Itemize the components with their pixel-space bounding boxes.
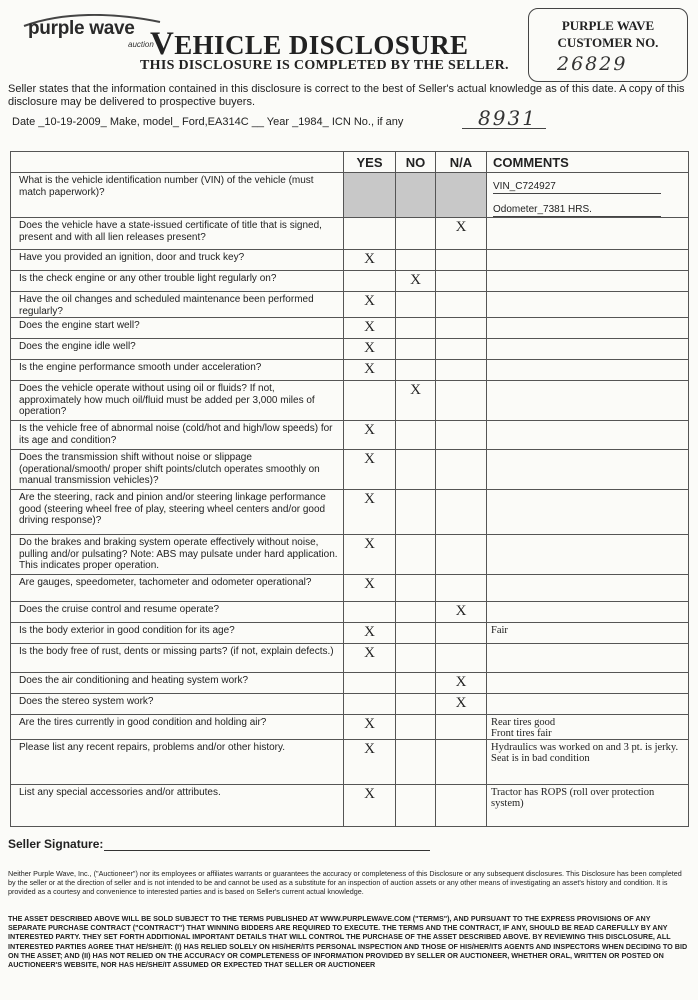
question-text: Are gauges, speedometer, tachometer and odometer operational? [11,575,344,602]
comment-cell[interactable] [487,339,689,360]
comment-text: Hydraulics was worked on and 3 pt. is jerky. [491,742,679,753]
table-row [11,292,689,318]
comment-cell[interactable] [487,575,689,602]
answer-yes-cell[interactable]: X [344,740,396,785]
answer-na-cell[interactable] [436,715,487,740]
comment-cell[interactable] [487,292,689,318]
question-text: Does the vehicle have a state-issued certificate of title that is signed, present and with all lien releases present? [11,218,344,250]
question-text: Are the steering, rack and pinion and/or steering linkage performance good (steering wheel free of play, steering wheel centers and/or good driving response)? [11,490,344,535]
comment-text: Tractor has ROPS (roll over protection system) [491,787,655,809]
terms-text: THE ASSET DESCRIBED ABOVE WILL BE SOLD SUBJECT TO THE TERMS PUBLISHED AT WWW.PURPLEWAVE.COM ("TERMS"), AND PURSUANT TO THE EXPRESS PROVISIONS OF ANY SEPARATE PURCHASE CONTRACT ("CONTRACT") THAT WINNING BIDDERS ARE REQUIRED TO EXECUTE. THE TERMS AND THE CONTRACT, IF ANY, SHOULD BE READ CAREFULLY BY ANY INTERESTED PARTY. THEY SET FORTH ADDITIONAL IMPORTANT DETAILS THAT WILL CONTROL THE PURCHASE OF THE ASSET DESCRIBED ABOVE. BY REVIEWING THIS DISCLOSURE, ALL INTERESTED PARTIES AGREE THAT HE/SHE/IT: (I) HAS RELIED SOLELY ON HIS/HER/ITS PERSONAL INSPECTION AND THOSE OF HIS/HER/ITS AGENTS AND INSPECTORS WHEN DECIDING TO BID ON THE ASSET; AND (II) HAS NOT RELIED ON THE ACCURACY OR COMPLETENESS OF INFORMATION PROVIDED BY SELLER OR AUCTIONEER, WHETHER ORAL, WRITTEN OR POSTED ON AUCTIONEER'S WEBSITE, NOR HAS HE/SHE/IT ASSUMED OR EXPECTED THAT SELLER OR AUCTIONEER [8,914,688,970]
comment-cell[interactable] [487,271,689,292]
answer-yes-cell[interactable] [344,694,396,715]
question-text: Have the oil changes and scheduled maintenance been performed regularly? [11,292,344,318]
comment-cell[interactable] [487,381,689,421]
answer-na-cell[interactable] [436,623,487,644]
page-subtitle: THIS DISCLOSURE IS COMPLETED BY THE SELLER. [140,58,509,73]
table-row [11,575,689,602]
answer-yes-cell[interactable] [344,218,396,250]
header-na: N/A [436,152,487,173]
answer-yes-cell[interactable]: X [344,715,396,740]
table-row [11,673,689,694]
table-row [11,450,689,490]
answer-yes-cell[interactable]: X [344,450,396,490]
answer-no-cell[interactable] [396,490,436,535]
answer-na-cell[interactable]: X [436,218,487,250]
table-row [11,694,689,715]
table-row [11,602,689,623]
answer-no-cell[interactable] [396,785,436,827]
answer-no-cell[interactable] [396,715,436,740]
comment-cell[interactable] [487,250,689,271]
comment-cell[interactable] [487,602,689,623]
answer-yes-cell[interactable] [344,673,396,694]
comment-text-2: Seat is in bad condition [491,753,590,764]
answer-no-cell[interactable] [396,450,436,490]
header-yes: YES [344,152,396,173]
answer-na-cell[interactable]: X [436,673,487,694]
icn-underline [462,128,546,129]
answer-yes-cell[interactable] [344,602,396,623]
question-text: Is the body free of rust, dents or missing parts? (if not, explain defects.) [11,644,344,673]
comment-cell[interactable] [487,694,689,715]
answer-na-cell[interactable] [436,740,487,785]
answer-na-cell[interactable] [436,360,487,381]
question-text: Does the engine idle well? [11,339,344,360]
answer-no-cell[interactable] [396,250,436,271]
answer-yes-cell[interactable]: X [344,785,396,827]
answer-no-cell[interactable] [396,421,436,450]
question-text: Is the vehicle free of abnormal noise (cold/hot and high/low speeds) for its age and condition? [11,421,344,450]
answer-na-cell[interactable] [436,421,487,450]
customer-number-box [528,8,688,82]
seller-signature-label: Seller Signature: [8,837,104,851]
answer-yes-cell[interactable]: X [344,250,396,271]
comment-cell[interactable] [487,715,689,740]
answer-yes-cell[interactable]: X [344,360,396,381]
answer-no-cell[interactable] [396,173,436,218]
vin-value: VIN_C724927 [493,181,661,194]
answer-na-cell[interactable] [436,450,487,490]
answer-yes-cell[interactable] [344,173,396,218]
answer-yes-cell[interactable]: X [344,644,396,673]
answer-na-cell[interactable] [436,292,487,318]
table-row [11,490,689,535]
question-text: Does the transmission shift without noise or slippage (operational/smooth/ proper shift points/clutch operates smoothly on manual transmission vehicles)? [11,450,344,490]
answer-no-cell[interactable] [396,292,436,318]
question-text: Is the body exterior in good condition for its age? [11,623,344,644]
table-row [11,740,689,785]
answer-na-cell[interactable] [436,644,487,673]
question-text: Have you provided an ignition, door and truck key? [11,250,344,271]
answer-no-cell[interactable]: X [396,271,436,292]
answer-na-cell[interactable] [436,381,487,421]
answer-yes-cell[interactable]: X [344,535,396,575]
question-text: Does the air conditioning and heating system work? [11,673,344,694]
table-row [11,218,689,250]
question-text: Does the cruise control and resume operate? [11,602,344,623]
comment-cell[interactable] [487,218,689,250]
answer-yes-cell[interactable]: X [344,575,396,602]
disclaimer-text: Neither Purple Wave, Inc., ("Auctioneer") nor its employees or affiliates warrants or guarantees the accuracy or completeness of this Disclosure or any subsequent disclosures. This Disclosure has been completed by the seller or at the direction of seller and is not intended to be and cannot be used as a substitute for an inspection of auction assets or any other means of investigating an asset's history and condition. It is provided as a courtesy and convenience to interested parties and is based on Seller's current actual knowledge. [8,869,682,897]
answer-no-cell[interactable] [396,535,436,575]
comment-cell[interactable] [487,623,689,644]
question-text: List any special accessories and/or attributes. [11,785,344,827]
seller-statement: Seller states that the information contained in this disclosure is correct to the best of Seller's actual knowledge as of this date. A copy of this disclosure may be delivered to prospective buyers. [8,83,685,108]
comment-cell[interactable] [487,535,689,575]
table-row [11,421,689,450]
answer-yes-cell[interactable]: X [344,490,396,535]
answer-na-cell[interactable] [436,575,487,602]
comment-cell[interactable] [487,740,689,785]
table-header-row [11,152,689,173]
question-text: Does the engine start well? [11,318,344,339]
answer-na-cell[interactable] [436,535,487,575]
answer-yes-cell[interactable]: X [344,318,396,339]
answer-na-cell[interactable] [436,173,487,218]
comment-cell[interactable] [487,360,689,381]
customer-number-handwritten[interactable]: 26829 [557,53,628,75]
table-row [11,644,689,673]
header-no: NO [396,152,436,173]
answer-no-cell[interactable] [396,644,436,673]
table-row [11,623,689,644]
answer-no-cell[interactable] [396,623,436,644]
answer-yes-cell[interactable]: X [344,339,396,360]
seller-signature-line[interactable] [104,850,430,851]
comment-cell[interactable] [487,785,689,827]
answer-na-cell[interactable] [436,339,487,360]
answer-no-cell[interactable] [396,602,436,623]
question-text: Do the brakes and braking system operate effectively without noise, pulling and/or pulsating? Note: ABS may pulsate under hard application. This indicates proper operation. [11,535,344,575]
logo-text: purple wave [28,18,135,39]
comment-cell[interactable] [487,490,689,535]
page-title: VEHICLE DISCLOSURE [150,26,469,62]
question-text: Is the engine performance smooth under acceleration? [11,360,344,381]
table-row [11,381,689,421]
answer-no-cell[interactable] [396,673,436,694]
table-row [11,785,689,827]
odometer-value: Odometer_7381 HRS. [493,204,661,217]
comment-cell[interactable] [487,673,689,694]
question-text: Does the stereo system work? [11,694,344,715]
answer-no-cell[interactable] [396,740,436,785]
table-row [11,318,689,339]
answer-yes-cell[interactable]: X [344,623,396,644]
comment-text: Fair [491,625,508,636]
comment-text: Rear tires good [491,717,556,728]
table-row [11,173,689,218]
icn-number-handwritten[interactable]: 8931 [478,106,537,130]
answer-no-cell[interactable] [396,360,436,381]
question-text: What is the vehicle identification number (VIN) of the vehicle (must match paperwork)? [11,173,344,218]
table-row [11,271,689,292]
answer-no-cell[interactable] [396,694,436,715]
answer-yes-cell[interactable]: X [344,292,396,318]
customer-box-line2: CUSTOMER NO. [557,35,659,50]
answer-no-cell[interactable] [396,575,436,602]
table-row [11,535,689,575]
purple-wave-logo [10,10,160,49]
answer-na-cell[interactable]: X [436,694,487,715]
comment-cell[interactable] [487,421,689,450]
header-comments: COMMENTS [487,152,689,173]
answer-no-cell[interactable] [396,218,436,250]
question-text: Does the vehicle operate without using oil or fluids? If not, approximately how much oil/fluid must be added per 3,000 miles of operation? [11,381,344,421]
question-text: Are the tires currently in good condition and holding air? [11,715,344,740]
table-row [11,715,689,740]
answer-na-cell[interactable] [436,318,487,339]
answer-na-cell[interactable]: X [436,602,487,623]
answer-yes-cell[interactable] [344,381,396,421]
answer-na-cell[interactable] [436,271,487,292]
answer-no-cell[interactable] [396,318,436,339]
answer-na-cell[interactable] [436,490,487,535]
table-row [11,250,689,271]
answer-na-cell[interactable] [436,785,487,827]
table-row [11,339,689,360]
logo-subtext: auction [128,40,154,49]
comment-cell[interactable] [487,318,689,339]
vehicle-info-line: Date _10-19-2009_ Make, model_ Ford,EA314C __ Year _1984_ ICN No., if any [12,116,404,128]
answer-na-cell[interactable] [436,250,487,271]
answer-no-cell[interactable]: X [396,381,436,421]
comment-cell[interactable] [487,644,689,673]
answer-yes-cell[interactable]: X [344,421,396,450]
question-text: Is the check engine or any other trouble light regularly on? [11,271,344,292]
answer-yes-cell[interactable] [344,271,396,292]
customer-box-line1: PURPLE WAVE [561,18,655,33]
comment-cell[interactable] [487,173,689,218]
answer-no-cell[interactable] [396,339,436,360]
comment-cell[interactable] [487,450,689,490]
disclosure-table [10,151,689,827]
table-row [11,360,689,381]
question-text: Please list any recent repairs, problems and/or other history. [11,740,344,785]
comment-text-2: Front tires fair [491,728,552,739]
